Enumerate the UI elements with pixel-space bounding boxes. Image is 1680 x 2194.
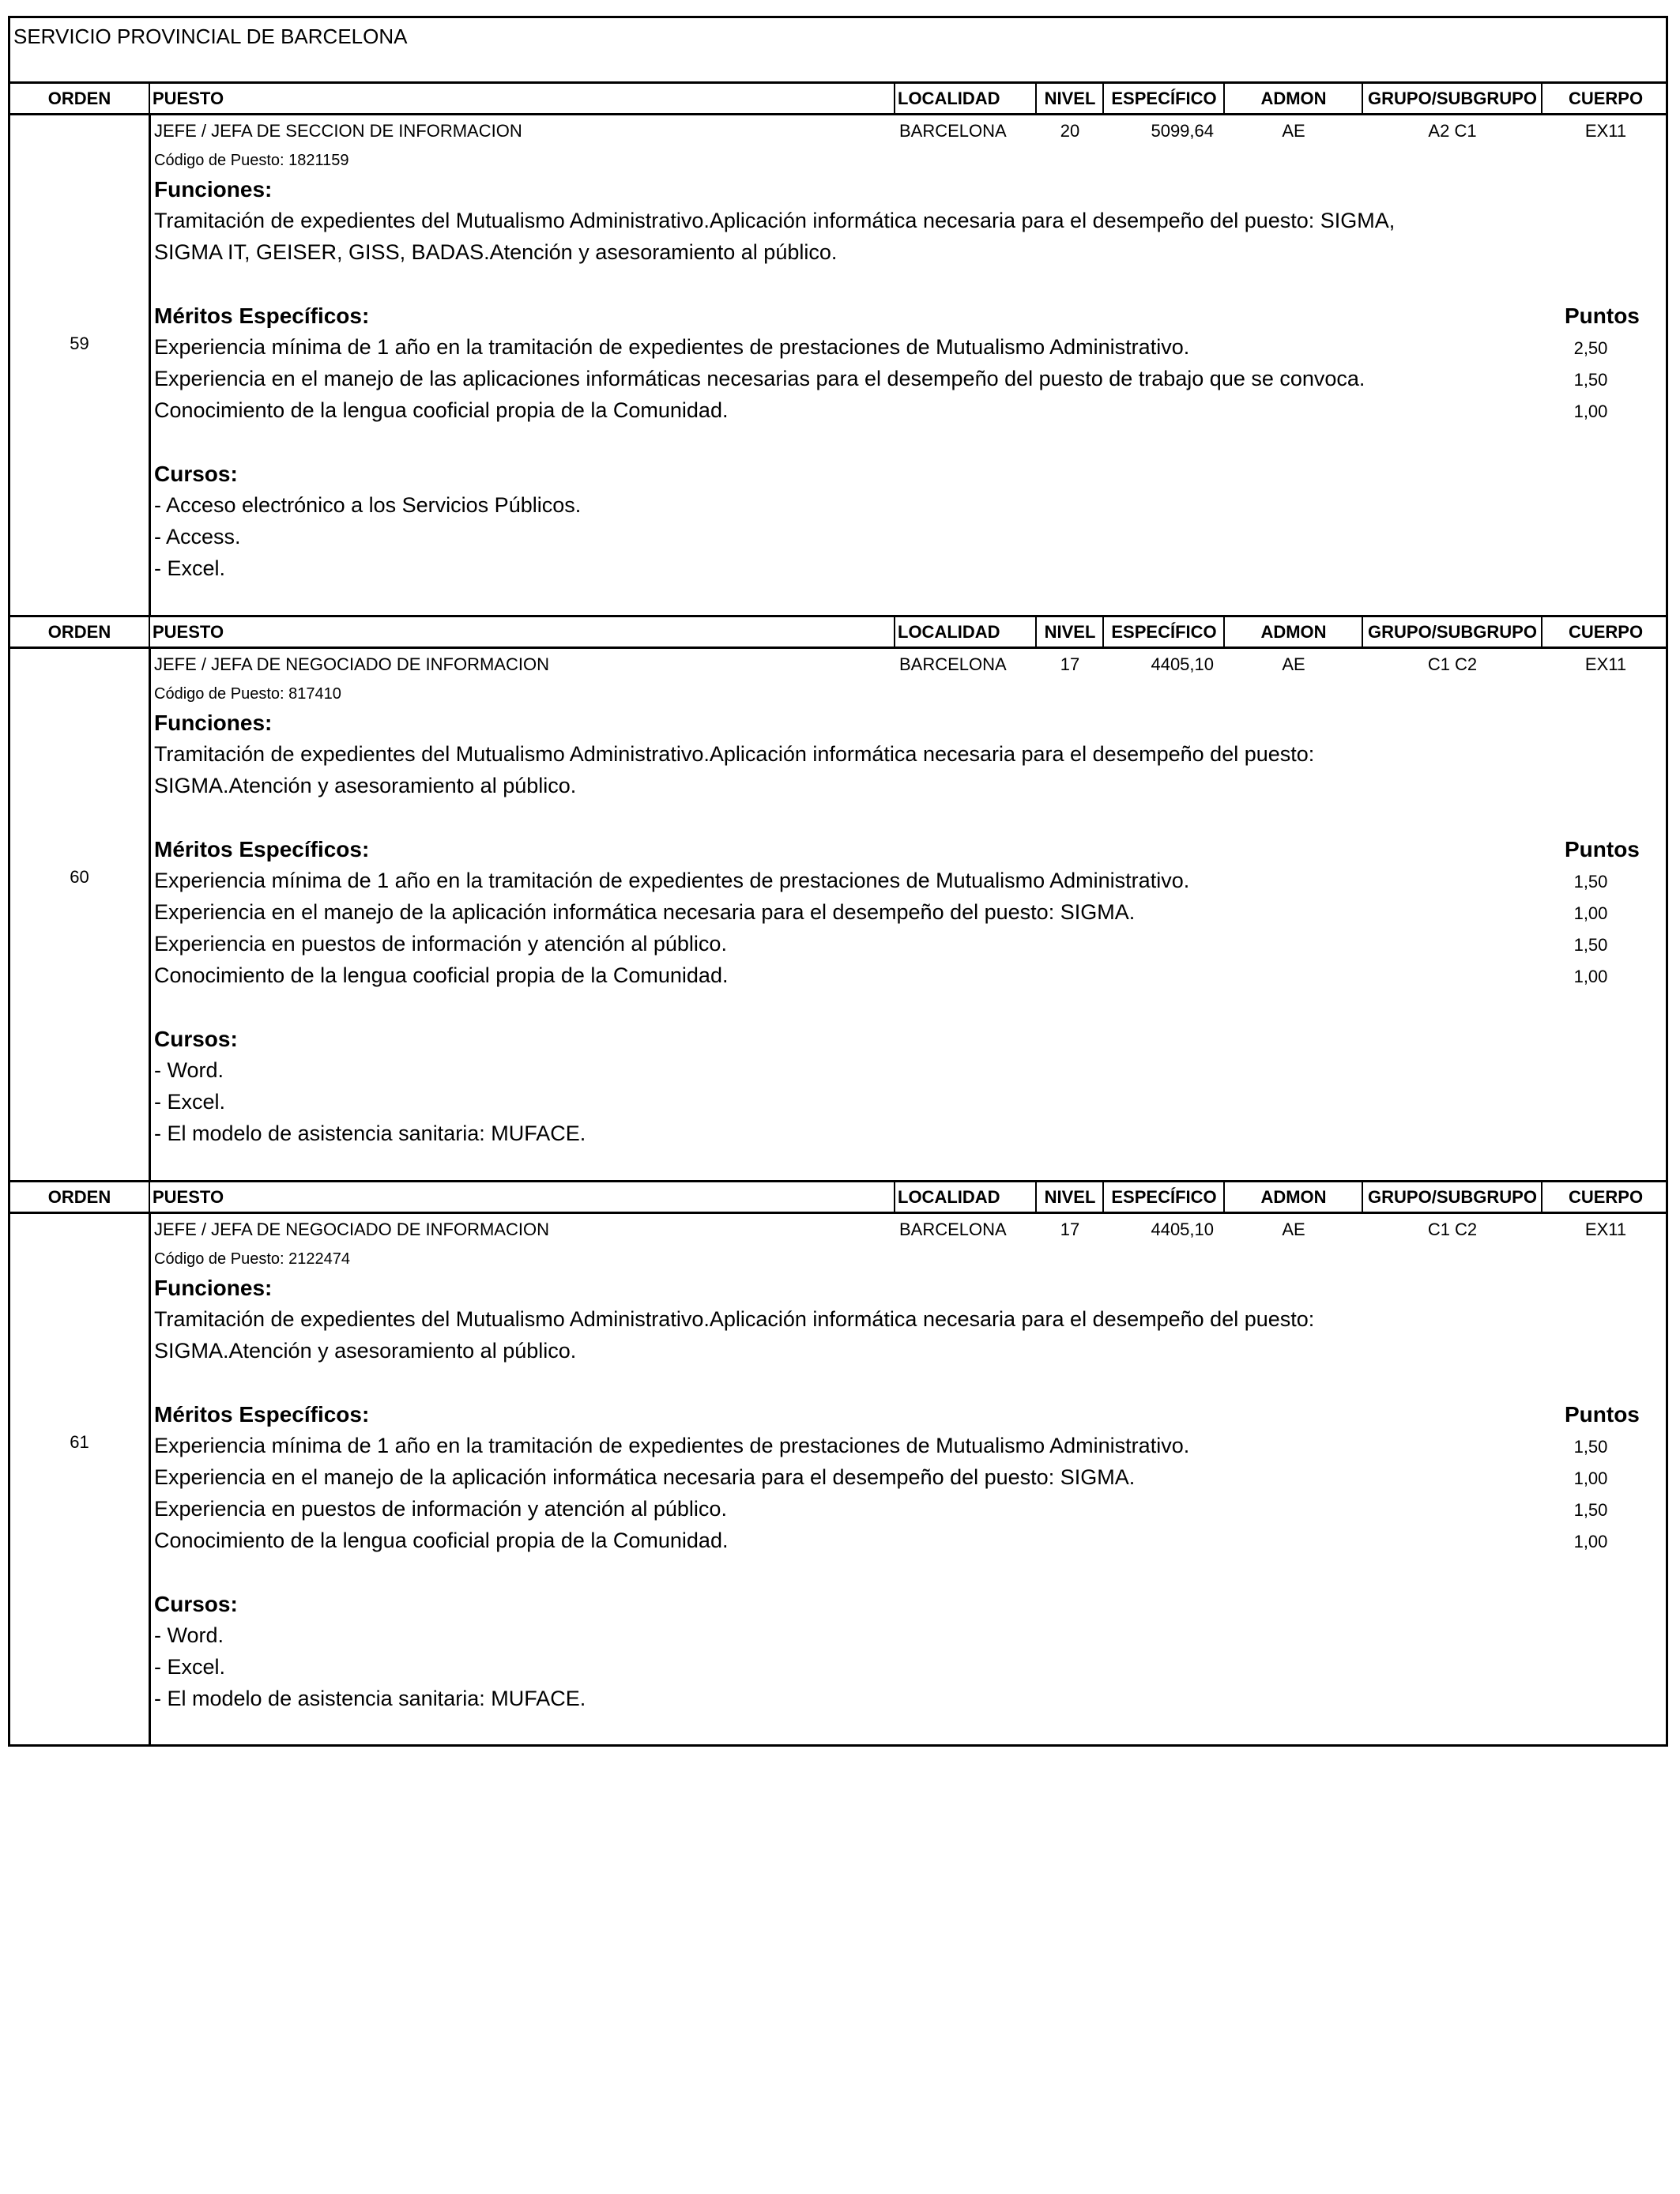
merito-puntos: 1,50	[1573, 935, 1608, 955]
column-header-localidad: LOCALIDAD	[898, 622, 1000, 642]
funciones-text: SIGMA.Atención y asesoramiento al público.	[154, 1339, 577, 1363]
merito-text: Experiencia mínima de 1 año en la tramitación de expedientes de prestaciones de Mutualismo Administrativo.	[154, 869, 1190, 892]
entry-cuerpo: EX11	[1584, 654, 1627, 674]
header-column-divider	[1223, 1180, 1225, 1212]
meritos-label: Méritos Específicos:	[154, 837, 370, 861]
meritos-label: Méritos Específicos:	[154, 303, 370, 328]
entry-cuerpo: EX11	[1584, 1220, 1627, 1239]
merito-puntos: 1,00	[1573, 967, 1608, 986]
merito-text: Conocimiento de la lengua cooficial propia de la Comunidad.	[154, 1529, 729, 1552]
header-row-bottom-border	[10, 113, 1666, 115]
merito-text: Experiencia mínima de 1 año en la tramitación de expedientes de prestaciones de Mutualismo Administrativo.	[154, 335, 1190, 359]
entry-nivel: 17	[1060, 1220, 1080, 1239]
codigo-de-puesto	[154, 685, 341, 703]
merito-puntos: 1,50	[1573, 872, 1608, 892]
column-header-puesto: PUESTO	[153, 1187, 224, 1207]
header-column-divider	[1541, 1180, 1543, 1212]
service-title: SERVICIO PROVINCIAL DE BARCELONA	[13, 25, 408, 48]
funciones-label: Funciones:	[154, 1276, 273, 1300]
header-row-bottom-border	[10, 1212, 1666, 1214]
header-column-divider	[894, 1180, 895, 1212]
header-row-top-border	[10, 615, 1666, 617]
codigo-label: Código de Puesto:	[154, 152, 284, 169]
codigo-de-puesto	[154, 152, 349, 170]
entry-admon: AE	[1282, 654, 1305, 674]
column-header-admon: ADMON	[1260, 89, 1327, 108]
merito-text: Experiencia en puestos de información y atención al público.	[154, 932, 727, 956]
header-column-divider	[1223, 615, 1225, 647]
header-column-divider	[1102, 615, 1104, 647]
header-column-divider	[1541, 615, 1543, 647]
codigo-label: Código de Puesto:	[154, 685, 284, 703]
merito-text: Experiencia en puestos de información y atención al público.	[154, 1497, 727, 1521]
column-header-orden: ORDEN	[47, 622, 111, 642]
column-header-grupo: GRUPO/SUBGRUPO	[1368, 89, 1537, 108]
merito-text: Conocimiento de la lengua cooficial propia de la Comunidad.	[154, 398, 729, 422]
entry-localidad: BARCELONA	[899, 654, 1007, 674]
header-column-divider	[149, 81, 150, 113]
orden-column-border	[149, 113, 151, 615]
entry-puesto: JEFE / JEFA DE NEGOCIADO DE INFORMACION	[154, 654, 549, 674]
column-header-especifico: ESPECÍFICO	[1111, 1187, 1217, 1207]
entry-especifico: 4405,10	[1151, 1220, 1214, 1239]
cursos-label: Cursos:	[154, 1027, 238, 1051]
entry-grupo: C1 C2	[1427, 1220, 1478, 1239]
merito-puntos: 1,00	[1573, 1468, 1608, 1488]
merito-text: Experiencia en el manejo de la aplicación informática necesaria para el desempeño del puesto: SIGMA.	[154, 1465, 1136, 1489]
puntos-label: Puntos	[1565, 837, 1640, 861]
merito-puntos: 2,50	[1573, 338, 1608, 358]
column-header-nivel: NIVEL	[1044, 1187, 1096, 1207]
header-row-bottom-border	[10, 647, 1666, 649]
column-header-nivel: NIVEL	[1044, 89, 1096, 108]
merito-text: Experiencia en el manejo de las aplicaciones informáticas necesarias para el desempeño del puesto de trabajo que se convoca.	[154, 367, 1365, 390]
curso-item: - Word.	[154, 1058, 224, 1082]
merito-text: Conocimiento de la lengua cooficial propia de la Comunidad.	[154, 963, 729, 987]
codigo-value: 817410	[288, 685, 341, 703]
header-column-divider	[1035, 81, 1037, 113]
entry-nivel: 20	[1060, 121, 1080, 141]
cursos-label: Cursos:	[154, 1592, 238, 1616]
funciones-text: Tramitación de expedientes del Mutualismo Administrativo.Aplicación informática necesaria para el desempeño del puesto:	[154, 1307, 1315, 1331]
entry-puesto: JEFE / JEFA DE SECCION DE INFORMACION	[154, 121, 522, 141]
merito-puntos: 1,00	[1573, 903, 1608, 923]
merito-puntos: 1,50	[1573, 1500, 1608, 1520]
entry-nivel: 17	[1060, 654, 1080, 674]
column-header-especifico: ESPECÍFICO	[1111, 89, 1217, 108]
column-header-admon: ADMON	[1260, 622, 1327, 642]
header-column-divider	[1102, 81, 1104, 113]
column-header-puesto: PUESTO	[153, 622, 224, 642]
codigo-de-puesto	[154, 1250, 350, 1269]
entry-cuerpo: EX11	[1584, 121, 1627, 141]
entry-localidad: BARCELONA	[899, 1220, 1007, 1239]
header-column-divider	[894, 81, 895, 113]
column-header-puesto: PUESTO	[153, 89, 224, 108]
funciones-text: SIGMA.Atención y asesoramiento al público.	[154, 774, 577, 797]
curso-item: - Excel.	[154, 556, 226, 580]
orden-number: 61	[70, 1432, 89, 1452]
puntos-label: Puntos	[1565, 303, 1640, 328]
curso-item: - El modelo de asistencia sanitaria: MUFACE.	[154, 1122, 586, 1145]
column-header-admon: ADMON	[1260, 1187, 1327, 1207]
entry-especifico: 4405,10	[1151, 654, 1214, 674]
header-column-divider	[1035, 1180, 1037, 1212]
column-header-cuerpo: CUERPO	[1568, 622, 1644, 642]
merito-text: Experiencia mínima de 1 año en la tramitación de expedientes de prestaciones de Mutualismo Administrativo.	[154, 1434, 1190, 1457]
meritos-label: Méritos Específicos:	[154, 1402, 370, 1427]
codigo-label: Código de Puesto:	[154, 1250, 284, 1268]
header-column-divider	[1223, 81, 1225, 113]
column-header-nivel: NIVEL	[1044, 622, 1096, 642]
title-divider	[10, 81, 1666, 84]
codigo-value: 1821159	[288, 152, 349, 169]
header-column-divider	[1102, 1180, 1104, 1212]
column-header-localidad: LOCALIDAD	[898, 1187, 1000, 1207]
curso-item: - Excel.	[154, 1090, 226, 1114]
funciones-label: Funciones:	[154, 711, 273, 735]
cursos-label: Cursos:	[154, 462, 238, 486]
curso-item: - Access.	[154, 525, 241, 548]
column-header-grupo: GRUPO/SUBGRUPO	[1368, 1187, 1537, 1207]
header-column-divider	[1362, 615, 1363, 647]
merito-puntos: 1,50	[1573, 370, 1608, 390]
entry-admon: AE	[1282, 121, 1305, 141]
column-header-grupo: GRUPO/SUBGRUPO	[1368, 622, 1537, 642]
entry-puesto: JEFE / JEFA DE NEGOCIADO DE INFORMACION	[154, 1220, 549, 1239]
funciones-text: Tramitación de expedientes del Mutualismo Administrativo.Aplicación informática necesaria para el desempeño del puesto:	[154, 742, 1315, 766]
curso-item: - Excel.	[154, 1655, 226, 1679]
document-table	[8, 16, 1668, 1747]
merito-text: Experiencia en el manejo de la aplicación informática necesaria para el desempeño del puesto: SIGMA.	[154, 900, 1136, 924]
orden-number: 59	[70, 334, 89, 353]
header-column-divider	[894, 615, 895, 647]
merito-puntos: 1,50	[1573, 1437, 1608, 1457]
column-header-cuerpo: CUERPO	[1568, 1187, 1644, 1207]
header-column-divider	[149, 1180, 150, 1212]
header-column-divider	[1362, 81, 1363, 113]
curso-item: - Acceso electrónico a los Servicios Públicos.	[154, 493, 582, 517]
column-header-cuerpo: CUERPO	[1568, 89, 1644, 108]
funciones-text: Tramitación de expedientes del Mutualismo Administrativo.Aplicación informática necesaria para el desempeño del puesto: SIGMA,	[154, 209, 1396, 232]
merito-puntos: 1,00	[1573, 401, 1608, 421]
orden-column-border	[149, 1212, 151, 1747]
curso-item: - Word.	[154, 1623, 224, 1647]
orden-number: 60	[70, 867, 89, 887]
header-column-divider	[1541, 81, 1543, 113]
entry-grupo: A2 C1	[1428, 121, 1477, 141]
funciones-text: SIGMA IT, GEISER, GISS, BADAS.Atención y asesoramiento al público.	[154, 240, 838, 264]
merito-puntos: 1,00	[1573, 1532, 1608, 1551]
header-column-divider	[1035, 615, 1037, 647]
entry-especifico: 5099,64	[1151, 121, 1214, 141]
entry-grupo: C1 C2	[1427, 654, 1478, 674]
entry-localidad: BARCELONA	[899, 121, 1007, 141]
column-header-localidad: LOCALIDAD	[898, 89, 1000, 108]
codigo-value: 2122474	[288, 1250, 350, 1268]
column-header-orden: ORDEN	[47, 89, 111, 108]
column-header-especifico: ESPECÍFICO	[1111, 622, 1217, 642]
header-row-top-border	[10, 1180, 1666, 1182]
column-header-orden: ORDEN	[47, 1187, 111, 1207]
funciones-label: Funciones:	[154, 177, 273, 202]
puntos-label: Puntos	[1565, 1402, 1640, 1427]
header-column-divider	[149, 615, 150, 647]
curso-item: - El modelo de asistencia sanitaria: MUFACE.	[154, 1687, 586, 1710]
header-column-divider	[1362, 1180, 1363, 1212]
entry-admon: AE	[1282, 1220, 1305, 1239]
orden-column-border	[149, 647, 151, 1180]
